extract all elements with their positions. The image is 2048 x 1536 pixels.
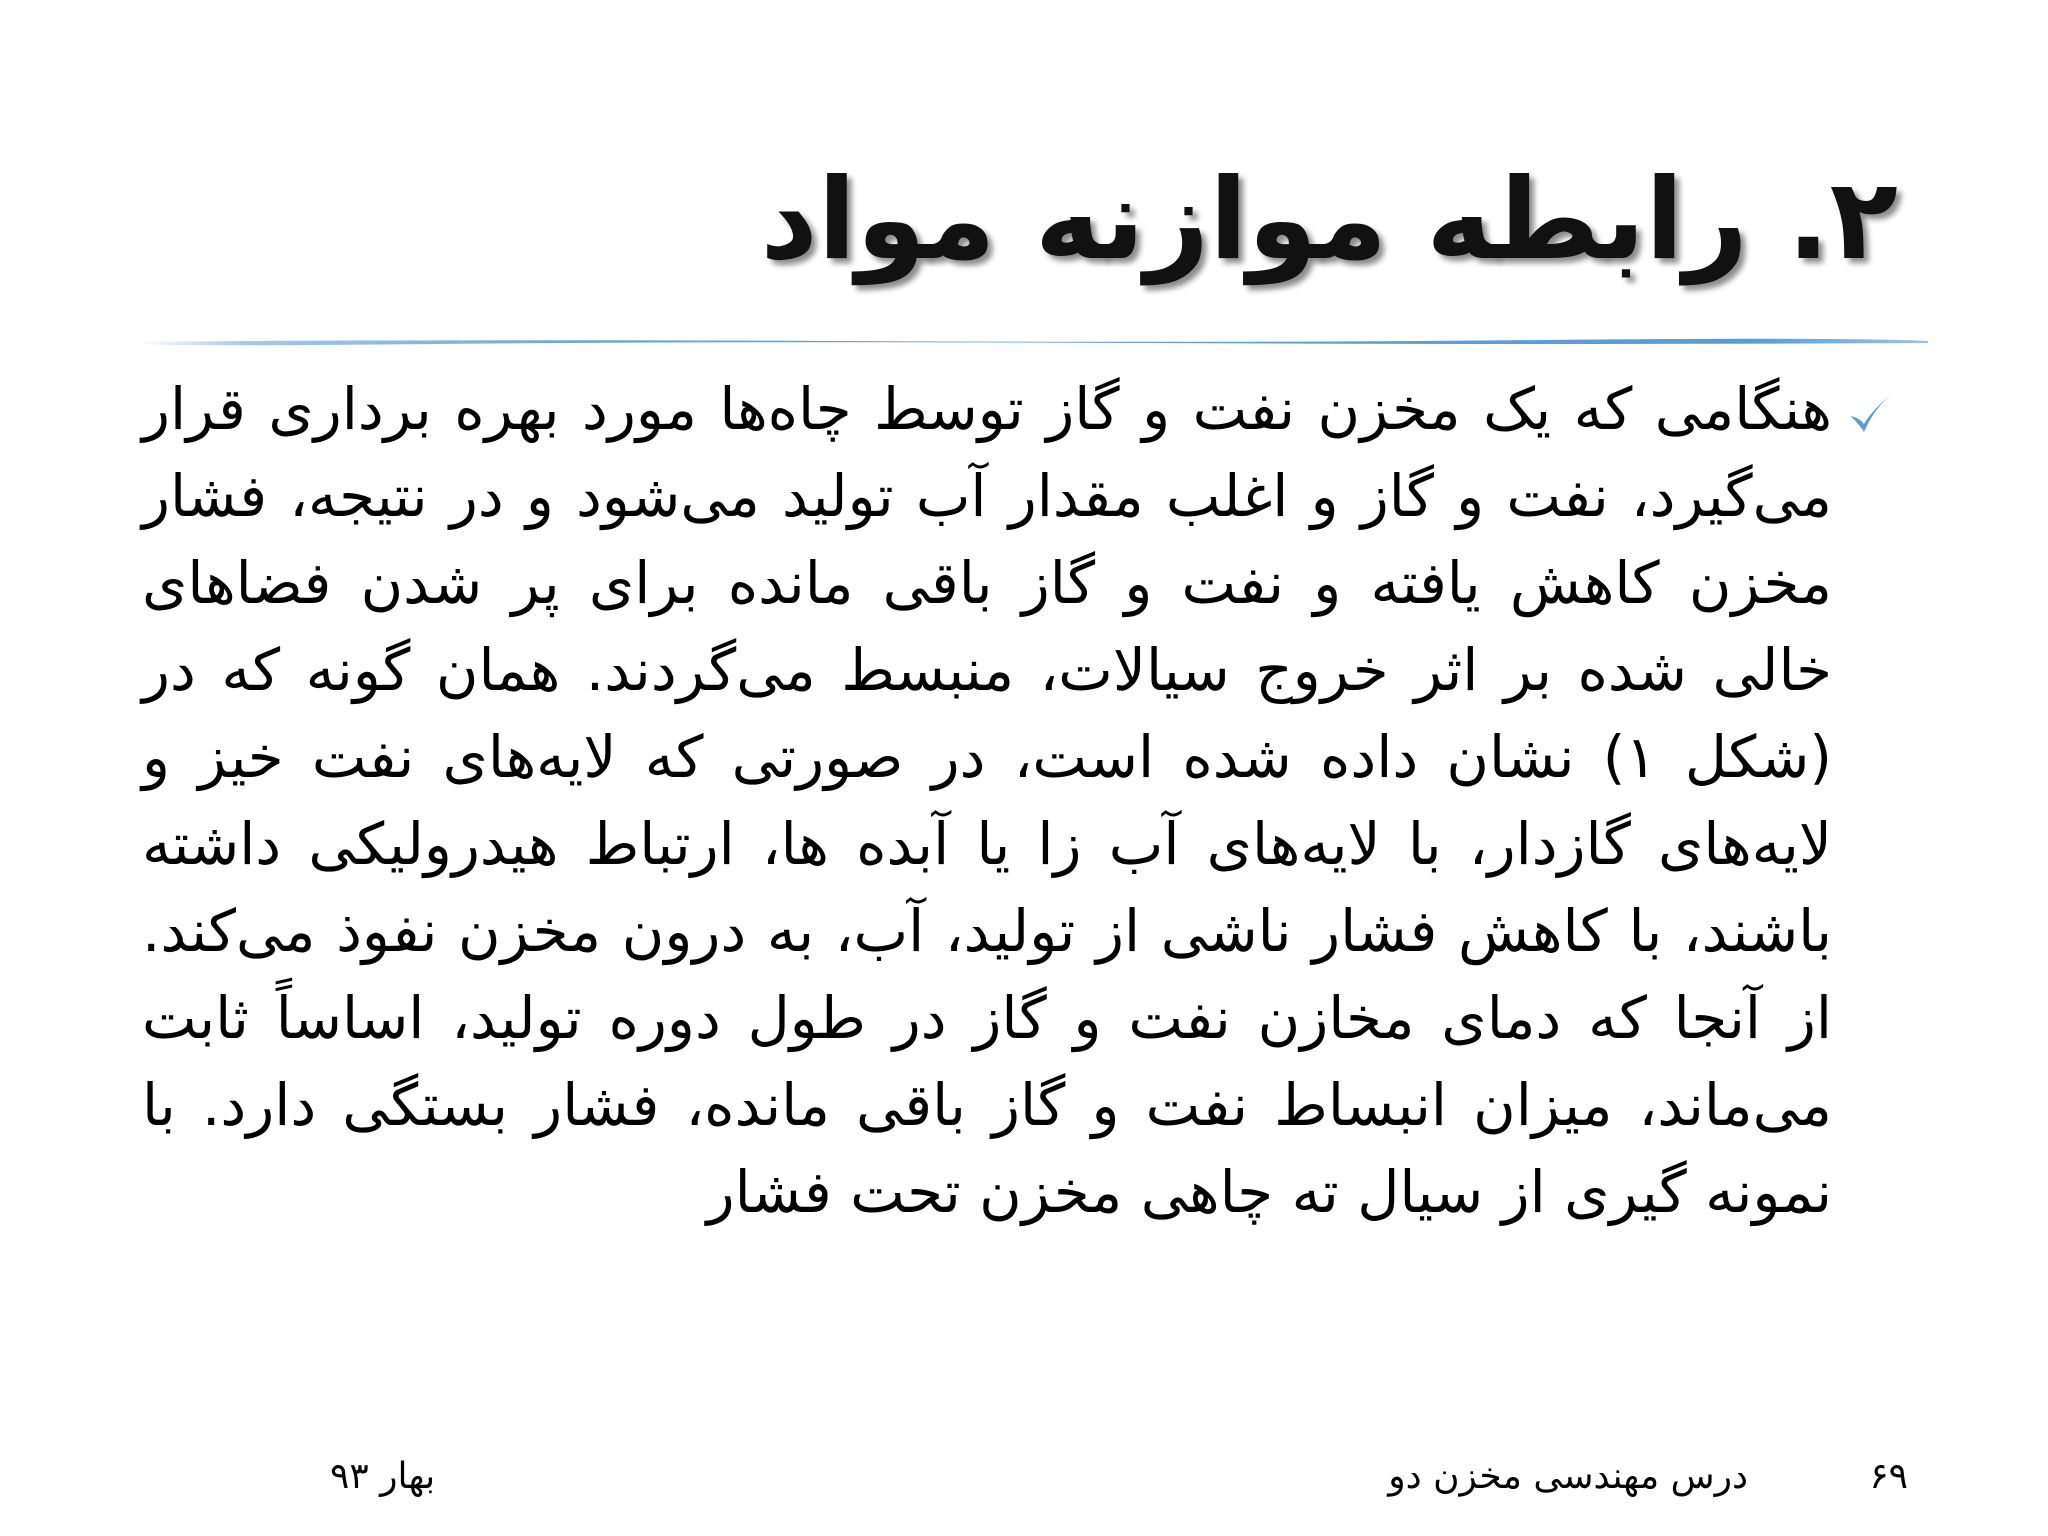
bullet-text: هنگامی که یک مخزن نفت و گاز توسط چاه‌ها مورد بهره برداری قرار می‌گیرد، نفت و گاز و اغلب مقدار آب تولید می‌شود و در نتیجه، فشار مخزن کاهش یافته و نفت و گاز باقی مانده برای پر شدن فضاهای خالی شده بر اثر خروج سیالات، منبسط می‌گردند. همان گونه که در (شکل ۱) نشان داده شده است، در صورتی که لایه‌های نفت خیز و لایه‌های گازدار، با لایه‌های آب زا یا آبده ها، ارتباط هیدرولیکی داشته باشند، با کاهش فشار ناشی از تولید، آب، به درون مخزن نفوذ می‌کند. از آنجا که دمای مخازن نفت و گاز در طول دوره تولید، اساساً ثابت می‌ماند، میزان انبساط نفت و گاز باقی مانده، فشار بستگی دارد. با نمونه گیری از سیال ته چاهی مخزن تحت فشار [142,375,1832,1226]
title-divider [138,336,1928,346]
checkmark-icon [1844,386,1898,440]
footer-course-name: درس مهندسی مخزن دو [1388,1456,1748,1497]
footer-term: بهار ۹۳ [330,1456,436,1497]
page-number: ۶۹ [1869,1456,1908,1497]
bullet-paragraph [138,366,1898,1266]
slide-title: ۲. رابطه موازنه مواد [760,155,1898,285]
